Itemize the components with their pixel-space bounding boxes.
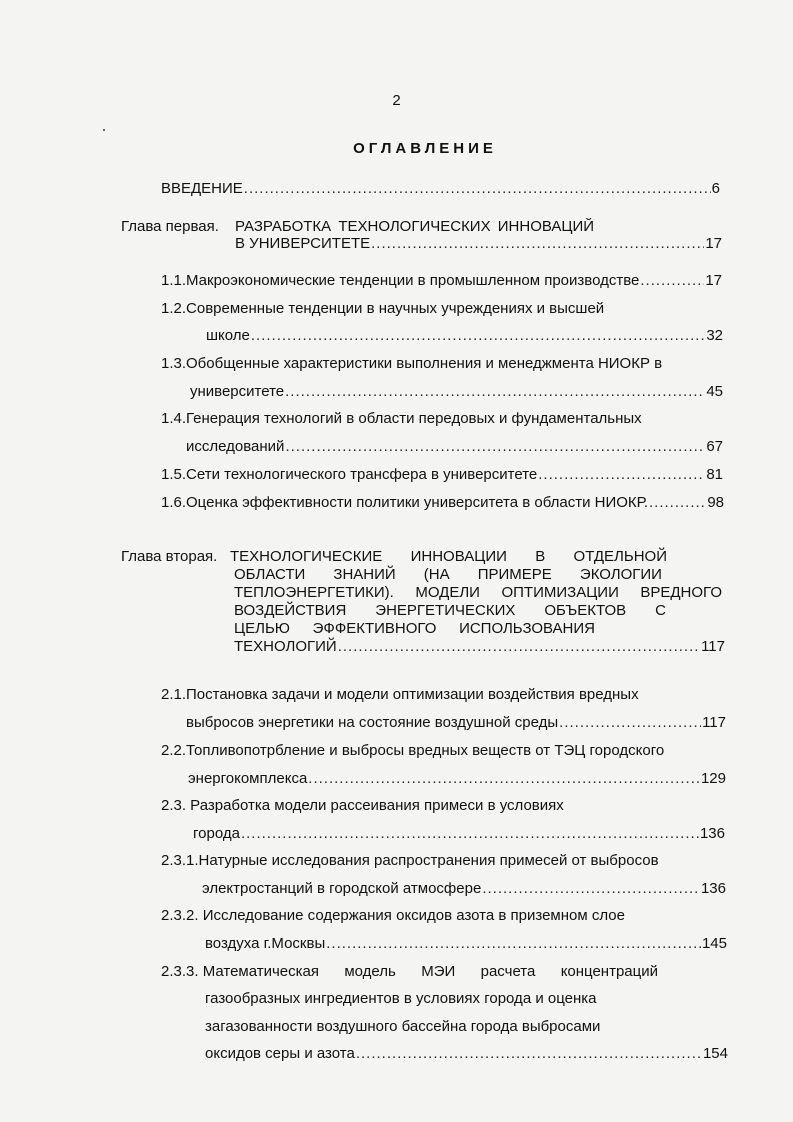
toc-page-number: 17 <box>705 272 722 289</box>
toc-page-number: 129 <box>700 770 726 787</box>
toc-entry-1-5[interactable] <box>161 466 723 484</box>
toc-entry-chapter2[interactable] <box>234 638 725 656</box>
scan-speck <box>103 129 105 131</box>
leader-dots <box>338 638 700 656</box>
leader-dots <box>244 180 711 198</box>
toc-page-number: 45 <box>706 383 723 400</box>
heading-word: ЦЕЛЬЮ <box>234 620 290 637</box>
chapter1-label: Глава первая. <box>121 218 219 235</box>
toc-entry-label: ВВЕДЕНИЕ <box>161 180 243 197</box>
toc-page-number: 6 <box>711 180 720 197</box>
toc-entry-1-3-line1: 1.3.Обобщенные характеристики выполнения и менеджмента НИОКР в <box>161 355 663 372</box>
toc-entry-text: исследований <box>186 438 285 455</box>
toc-entry-text: электростанций в городской атмосфере <box>202 880 482 897</box>
leader-dots <box>356 1045 702 1063</box>
entry-word: модель <box>344 963 396 980</box>
leader-dots <box>241 825 699 843</box>
toc-page-number: 17 <box>705 235 722 252</box>
heading-word: В <box>535 548 546 565</box>
leader-dots <box>251 327 705 345</box>
toc-entry-text: энергокомплекса <box>188 770 308 787</box>
heading-word: ОБЪЕКТОВ <box>544 602 627 619</box>
leader-dots <box>559 714 701 732</box>
toc-entry-1-4-line1: 1.4.Генерация технологий в области передовых и фундаментальных <box>161 410 642 427</box>
heading-word: ВОЗДЕЙСТВИЯ <box>234 602 347 619</box>
leader-dots <box>326 935 701 953</box>
toc-entry-1-2[interactable] <box>206 327 723 345</box>
heading-word: ЗНАНИЙ <box>333 566 396 583</box>
heading-word: ЭНЕРГЕТИЧЕСКИХ <box>375 602 516 619</box>
leader-dots <box>482 880 700 898</box>
leader-dots <box>285 438 705 456</box>
toc-page-number: 81 <box>706 466 723 483</box>
toc-entry-2-3-3-line3: загазованности воздушного бассейна города выбросами <box>205 1018 601 1035</box>
chapter1-heading-line2: В УНИВЕРСИТЕТЕ <box>235 235 371 252</box>
heading-word: ЭФФЕКТИВНОГО <box>312 620 437 637</box>
toc-entry-1-4[interactable] <box>186 438 723 456</box>
toc-entry-chapter1[interactable] <box>235 235 722 253</box>
heading-word: ТЕПЛОЭНЕРГЕТИКИ). <box>234 584 394 601</box>
heading-word: ОПТИМИЗАЦИИ <box>501 584 619 601</box>
toc-entry-2-2[interactable] <box>188 770 726 788</box>
chapter2-heading-line2 <box>234 566 662 584</box>
toc-entry-2-3-3-line2: газообразных ингредиентов в условиях города и оценка <box>205 990 597 1007</box>
toc-page-number: 98 <box>707 494 724 511</box>
leader-dots <box>308 770 700 788</box>
heading-word: ОТДЕЛЬНОЙ <box>573 548 667 565</box>
toc-page-number: 136 <box>700 880 726 897</box>
toc-entry-1-1[interactable] <box>161 272 722 290</box>
chapter2-heading-line3 <box>234 584 722 602</box>
leader-dots <box>285 383 705 401</box>
heading-word: МОДЕЛИ <box>415 584 480 601</box>
heading-word: ЭКОЛОГИИ <box>579 566 662 583</box>
toc-page-number: 32 <box>706 327 723 344</box>
toc-entry-2-3-1[interactable] <box>202 880 726 898</box>
toc-page-number: 154 <box>702 1045 728 1062</box>
toc-entry-text: 1.1.Макроэкономические тенденции в промышленном производстве <box>161 272 640 289</box>
toc-entry-2-3-2-line1: 2.3.2. Исследование содержания оксидов азота в приземном слое <box>161 907 625 924</box>
toc-entry-2-3-2[interactable] <box>205 935 727 953</box>
toc-page-number: 67 <box>706 438 723 455</box>
toc-entry-2-3-1-line1: 2.3.1.Натурные исследования распространения примесей от выбросов <box>161 852 659 869</box>
toc-page-number: 117 <box>702 714 726 731</box>
entry-word: расчета <box>480 963 536 980</box>
toc-entry-text: университете <box>190 383 285 400</box>
toc-page-number: 145 <box>701 935 727 952</box>
toc-entry-2-3-3[interactable] <box>205 1045 728 1063</box>
entry-word: МЭИ <box>421 963 456 980</box>
toc-entry-1-6[interactable] <box>161 494 724 512</box>
heading-word: (НА <box>423 566 450 583</box>
heading-word: ТЕХНОЛОГИЧЕСКИЕ <box>230 548 383 565</box>
toc-entry-text: оксидов серы и азота <box>205 1045 355 1062</box>
toc-entry-2-3[interactable] <box>193 825 725 843</box>
chapter1-heading-line1: РАЗРАБОТКА ТЕХНОЛОГИЧЕСКИХ ИННОВАЦИЙ <box>235 218 595 235</box>
leader-dots <box>371 235 704 253</box>
heading-word: С <box>655 602 666 619</box>
toc-entry-2-3-3-line1 <box>161 963 658 981</box>
heading-word: ВРЕДНОГО <box>640 584 722 601</box>
heading-word: ПРИМЕРЕ <box>477 566 552 583</box>
toc-entry-text: выбросов энергетики на состояние воздушной среды <box>186 714 559 731</box>
toc-entry-text: школе <box>206 327 250 344</box>
toc-entry-text: воздуха г.Москвы <box>205 935 326 952</box>
leader-dots <box>649 494 706 512</box>
toc-page-number: 136 <box>699 825 725 842</box>
toc-entry-2-2-line1: 2.2.Топливопотрбление и выбросы вредных веществ от ТЭЦ городского <box>161 742 665 759</box>
toc-page-number: 117 <box>701 638 725 655</box>
entry-word: концентраций <box>560 963 658 980</box>
chapter2-heading-line1 <box>230 548 667 566</box>
heading-word: ИННОВАЦИИ <box>410 548 507 565</box>
chapter2-heading-last: ТЕХНОЛОГИЙ <box>234 638 337 655</box>
chapter2-label: Глава вторая. <box>121 548 218 565</box>
toc-entry-intro[interactable] <box>161 180 720 198</box>
toc-entry-2-3-line1: 2.3. Разработка модели рассеивания примеси в условиях <box>161 797 564 814</box>
heading-word: ОБЛАСТИ <box>234 566 306 583</box>
toc-title: ОГЛАВЛЕНИЕ <box>353 140 497 157</box>
toc-entry-text: 1.6.Оценка эффективности политики университета в области НИОКР. <box>161 494 648 511</box>
page-number: 2 <box>392 92 401 109</box>
toc-entry-text: города <box>193 825 240 842</box>
toc-entry-1-2-line1: 1.2.Современные тенденции в научных учреждениях и высшей <box>161 300 605 317</box>
chapter2-heading-line4 <box>234 602 666 620</box>
toc-entry-2-1[interactable] <box>186 714 726 732</box>
leader-dots <box>538 466 705 484</box>
toc-entry-2-1-line1: 2.1.Постановка задачи и модели оптимизации воздействия вредных <box>161 686 639 703</box>
heading-word: ИСПОЛЬЗОВАНИЯ <box>459 620 595 637</box>
toc-entry-1-3[interactable] <box>190 383 723 401</box>
leader-dots <box>640 272 704 290</box>
toc-entry-text: 1.5.Сети технологического трансфера в университете <box>161 466 538 483</box>
chapter2-heading-line5 <box>234 620 595 638</box>
entry-word: 2.3.3. Математическая <box>161 963 320 980</box>
